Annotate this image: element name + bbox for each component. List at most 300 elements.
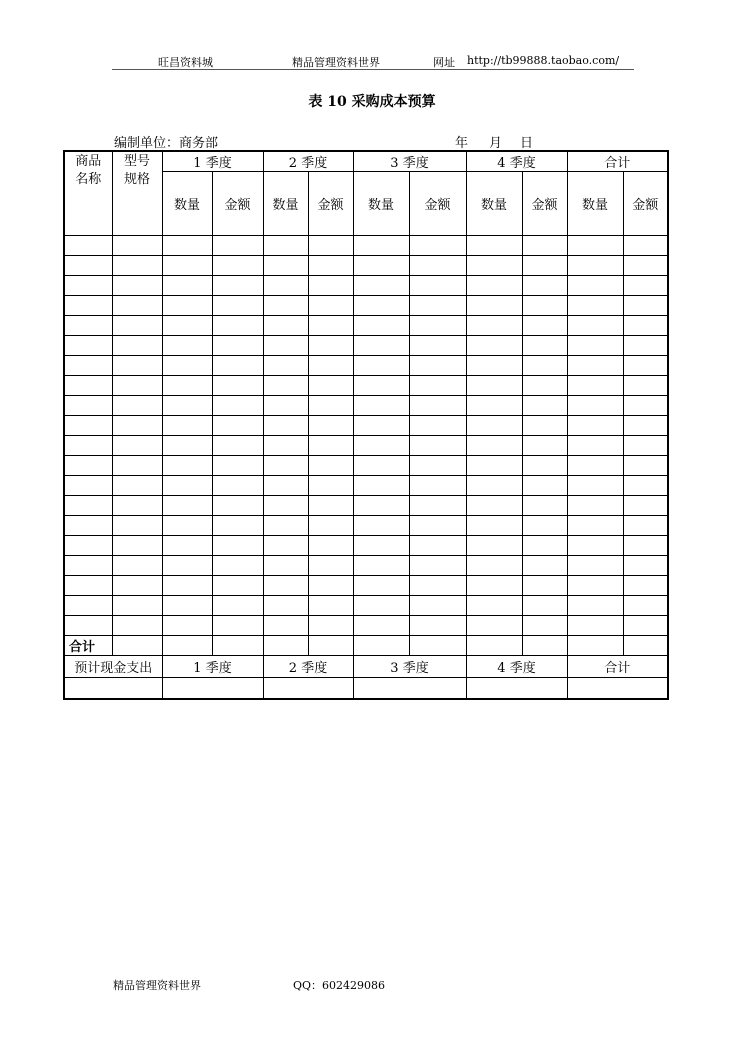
table-cell[interactable]	[522, 616, 567, 636]
table-cell[interactable]	[162, 336, 212, 356]
table-cell[interactable]	[623, 296, 668, 316]
table-cell[interactable]	[466, 576, 522, 596]
table-cell[interactable]	[409, 556, 466, 576]
cash-header-row	[64, 656, 668, 678]
table-cell[interactable]	[409, 336, 466, 356]
table-cell[interactable]	[212, 596, 263, 616]
cash-label: 预计现金支出	[64, 656, 162, 678]
table-cell[interactable]	[112, 336, 162, 356]
total-header: 合计	[567, 151, 668, 172]
table-cell[interactable]	[466, 276, 522, 296]
table-cell[interactable]	[112, 376, 162, 396]
table-cell[interactable]	[353, 636, 409, 656]
table-cell[interactable]	[466, 516, 522, 536]
table-cell[interactable]	[308, 496, 353, 516]
header-divider	[112, 69, 634, 70]
table-cell[interactable]	[112, 636, 162, 656]
qty-header: 数量	[567, 172, 623, 236]
table-row	[64, 356, 668, 376]
table-cell[interactable]	[466, 616, 522, 636]
table-cell[interactable]	[353, 316, 409, 336]
table-cell[interactable]	[112, 276, 162, 296]
table-cell[interactable]	[263, 416, 308, 436]
table-cell[interactable]	[212, 296, 263, 316]
table-cell[interactable]	[623, 456, 668, 476]
table-cell[interactable]	[308, 296, 353, 316]
table-cell[interactable]	[64, 256, 112, 276]
table-cell[interactable]	[567, 516, 623, 536]
table-cell[interactable]	[466, 316, 522, 336]
cash-total: 合计	[567, 656, 668, 678]
table-cell[interactable]	[64, 536, 112, 556]
table-row	[64, 596, 668, 616]
table-cell[interactable]	[64, 416, 112, 436]
table-cell[interactable]	[162, 496, 212, 516]
col-model-spec: 型号 规格	[112, 151, 162, 236]
qty-header: 数量	[353, 172, 409, 236]
table-cell[interactable]	[623, 496, 668, 516]
table-cell[interactable]	[409, 436, 466, 456]
table-cell[interactable]	[162, 516, 212, 536]
table-cell[interactable]	[623, 316, 668, 336]
table-cell[interactable]	[623, 256, 668, 276]
table-cell[interactable]	[567, 296, 623, 316]
table-cell[interactable]	[263, 556, 308, 576]
table-cell[interactable]	[623, 536, 668, 556]
table-cell[interactable]	[162, 316, 212, 336]
quarter-3-header: 3 季度	[353, 151, 466, 172]
table-cell[interactable]	[567, 276, 623, 296]
table-cell[interactable]	[623, 376, 668, 396]
table-row	[64, 516, 668, 536]
table-cell[interactable]	[353, 236, 409, 256]
table-cell[interactable]	[466, 476, 522, 496]
table-cell[interactable]	[263, 356, 308, 376]
table-cell[interactable]	[623, 416, 668, 436]
table-cell[interactable]	[308, 596, 353, 616]
table-cell[interactable]	[263, 336, 308, 356]
table-cell[interactable]	[162, 556, 212, 576]
table-cell[interactable]	[263, 316, 308, 336]
table-cell[interactable]	[353, 436, 409, 456]
table-cell[interactable]	[162, 356, 212, 376]
table-cell[interactable]	[466, 396, 522, 416]
table-cell[interactable]	[353, 336, 409, 356]
table-cell[interactable]	[162, 236, 212, 256]
table-cell[interactable]	[353, 678, 466, 699]
table-cell[interactable]	[308, 616, 353, 636]
table-cell[interactable]	[162, 256, 212, 276]
table-cell[interactable]	[308, 436, 353, 456]
header-url-label: 网址	[433, 56, 455, 69]
table-cell[interactable]	[466, 496, 522, 516]
table-cell[interactable]	[162, 576, 212, 596]
table-cell[interactable]	[567, 416, 623, 436]
table-cell[interactable]	[567, 678, 668, 699]
table-cell[interactable]	[567, 396, 623, 416]
table-cell[interactable]	[522, 576, 567, 596]
table-cell[interactable]	[112, 476, 162, 496]
table-cell[interactable]	[409, 516, 466, 536]
table-cell[interactable]	[263, 596, 308, 616]
table-cell[interactable]	[162, 416, 212, 436]
table-cell[interactable]	[466, 296, 522, 316]
table-cell[interactable]	[112, 576, 162, 596]
date-month: 月	[489, 136, 503, 151]
table-cell[interactable]	[112, 536, 162, 556]
table-cell[interactable]	[263, 576, 308, 596]
table-cell[interactable]	[263, 496, 308, 516]
table-row	[64, 336, 668, 356]
table-cell[interactable]	[112, 456, 162, 476]
table-cell[interactable]	[466, 256, 522, 276]
header-url[interactable]: http://tb99888.taobao.com/	[467, 54, 620, 67]
table-row	[64, 416, 668, 436]
table-cell[interactable]	[353, 256, 409, 276]
table-cell[interactable]	[64, 436, 112, 456]
table-cell[interactable]	[162, 636, 212, 656]
table-cell[interactable]	[623, 436, 668, 456]
table-cell[interactable]	[263, 236, 308, 256]
cash-quarter-3: 3 季度	[353, 656, 466, 678]
table-cell[interactable]	[623, 556, 668, 576]
table-cell[interactable]	[64, 678, 162, 699]
table-cell[interactable]	[353, 376, 409, 396]
table-row	[64, 276, 668, 296]
table-cell[interactable]	[409, 476, 466, 496]
table-cell[interactable]	[522, 416, 567, 436]
table-cell[interactable]	[308, 576, 353, 596]
table-cell[interactable]	[308, 456, 353, 476]
table-cell[interactable]	[263, 536, 308, 556]
table-cell[interactable]	[64, 476, 112, 496]
table-cell[interactable]	[409, 636, 466, 656]
table-cell[interactable]	[308, 336, 353, 356]
table-cell[interactable]	[522, 336, 567, 356]
table-cell[interactable]	[162, 436, 212, 456]
table-cell[interactable]	[308, 516, 353, 536]
table-cell[interactable]	[212, 516, 263, 536]
table-cell[interactable]	[522, 476, 567, 496]
table-cell[interactable]	[212, 316, 263, 336]
table-cell[interactable]	[162, 456, 212, 476]
table-cell[interactable]	[64, 396, 112, 416]
table-cell[interactable]	[212, 256, 263, 276]
table-row	[64, 316, 668, 336]
table-cell[interactable]	[522, 496, 567, 516]
table-cell[interactable]	[409, 616, 466, 636]
table-cell[interactable]	[409, 316, 466, 336]
table-cell[interactable]	[567, 356, 623, 376]
total-row-label: 合计	[64, 636, 112, 656]
table-cell[interactable]	[353, 276, 409, 296]
table-cell[interactable]	[522, 516, 567, 536]
table-cell[interactable]	[162, 678, 263, 699]
table-cell[interactable]	[212, 396, 263, 416]
table-cell[interactable]	[212, 556, 263, 576]
table-cell[interactable]	[466, 556, 522, 576]
cash-quarter-2: 2 季度	[263, 656, 353, 678]
table-cell[interactable]	[112, 436, 162, 456]
table-cell[interactable]	[623, 576, 668, 596]
table-cell[interactable]	[112, 496, 162, 516]
table-cell[interactable]	[522, 396, 567, 416]
table-cell[interactable]	[263, 396, 308, 416]
table-cell[interactable]	[112, 516, 162, 536]
table-cell[interactable]	[112, 596, 162, 616]
table-cell[interactable]	[162, 396, 212, 416]
table-cell[interactable]	[567, 536, 623, 556]
table-cell[interactable]	[567, 476, 623, 496]
table-cell[interactable]	[409, 416, 466, 436]
table-cell[interactable]	[64, 236, 112, 256]
table-cell[interactable]	[409, 276, 466, 296]
table-cell[interactable]	[623, 616, 668, 636]
table-cell[interactable]	[353, 356, 409, 376]
table-cell[interactable]	[353, 596, 409, 616]
table-cell[interactable]	[263, 636, 308, 656]
table-cell[interactable]	[112, 296, 162, 316]
table-cell[interactable]	[623, 236, 668, 256]
table-cell[interactable]	[308, 536, 353, 556]
table-cell[interactable]	[263, 456, 308, 476]
table-cell[interactable]	[64, 356, 112, 376]
quarter-header-row	[64, 151, 668, 172]
table-cell[interactable]	[353, 616, 409, 636]
table-cell[interactable]	[409, 496, 466, 516]
table-cell[interactable]	[162, 596, 212, 616]
table-cell[interactable]	[567, 616, 623, 636]
table-cell[interactable]	[567, 316, 623, 336]
table-cell[interactable]	[522, 256, 567, 276]
table-cell[interactable]	[567, 376, 623, 396]
table-cell[interactable]	[567, 336, 623, 356]
table-cell[interactable]	[353, 416, 409, 436]
table-cell[interactable]	[64, 376, 112, 396]
table-cell[interactable]	[112, 396, 162, 416]
table-cell[interactable]	[212, 276, 263, 296]
table-cell[interactable]	[64, 556, 112, 576]
table-cell[interactable]	[112, 616, 162, 636]
table-cell[interactable]	[466, 236, 522, 256]
table-cell[interactable]	[112, 316, 162, 336]
table-cell[interactable]	[212, 416, 263, 436]
table-cell[interactable]	[409, 576, 466, 596]
qty-header: 数量	[466, 172, 522, 236]
amount-header: 金额	[623, 172, 668, 236]
header-site-name: 精品管理资料世界	[292, 56, 380, 69]
table-cell[interactable]	[112, 256, 162, 276]
table-cell[interactable]	[308, 276, 353, 296]
table-cell[interactable]	[112, 356, 162, 376]
table-cell[interactable]	[466, 336, 522, 356]
table-cell[interactable]	[212, 636, 263, 656]
table-cell[interactable]	[263, 276, 308, 296]
table-cell[interactable]	[353, 556, 409, 576]
table-cell[interactable]	[567, 496, 623, 516]
table-cell[interactable]	[409, 356, 466, 376]
table-cell[interactable]	[353, 456, 409, 476]
table-cell[interactable]	[308, 556, 353, 576]
table-cell[interactable]	[212, 496, 263, 516]
date-day: 日	[520, 136, 534, 151]
table-cell[interactable]	[212, 436, 263, 456]
table-cell[interactable]	[212, 476, 263, 496]
footer-qq: QQ：602429086	[293, 979, 386, 992]
table-cell[interactable]	[64, 496, 112, 516]
table-cell[interactable]	[308, 636, 353, 656]
table-cell[interactable]	[263, 476, 308, 496]
table-cell[interactable]	[623, 476, 668, 496]
table-cell[interactable]	[263, 616, 308, 636]
table-cell[interactable]	[623, 396, 668, 416]
table-cell[interactable]	[162, 536, 212, 556]
table-cell[interactable]	[64, 456, 112, 476]
quarter-4-header: 4 季度	[466, 151, 567, 172]
table-row	[64, 576, 668, 596]
table-cell[interactable]	[162, 296, 212, 316]
table-cell[interactable]	[623, 596, 668, 616]
table-cell[interactable]	[466, 636, 522, 656]
table-cell[interactable]	[409, 456, 466, 476]
table-cell[interactable]	[162, 376, 212, 396]
table-cell[interactable]	[308, 396, 353, 416]
table-cell[interactable]	[466, 596, 522, 616]
table-cell[interactable]	[623, 336, 668, 356]
table-cell[interactable]	[64, 276, 112, 296]
table-cell[interactable]	[567, 236, 623, 256]
table-cell[interactable]	[353, 536, 409, 556]
table-row	[64, 376, 668, 396]
table-cell[interactable]	[112, 556, 162, 576]
table-cell[interactable]	[522, 356, 567, 376]
table-cell[interactable]	[353, 496, 409, 516]
table-cell[interactable]	[308, 476, 353, 496]
table-cell[interactable]	[308, 256, 353, 276]
table-cell[interactable]	[522, 636, 567, 656]
table-cell[interactable]	[162, 616, 212, 636]
table-cell[interactable]	[409, 256, 466, 276]
table-cell[interactable]	[212, 336, 263, 356]
amount-header: 金额	[409, 172, 466, 236]
table-cell[interactable]	[212, 376, 263, 396]
table-cell[interactable]	[466, 356, 522, 376]
table-cell[interactable]	[212, 616, 263, 636]
table-cell[interactable]	[567, 556, 623, 576]
header-shop: 旺昌资料城	[158, 56, 213, 69]
footer-site-name: 精品管理资料世界	[113, 979, 201, 992]
table-cell[interactable]	[308, 376, 353, 396]
table-cell[interactable]	[64, 296, 112, 316]
page-title: 表 10 采购成本预算	[308, 94, 436, 110]
qty-header: 数量	[263, 172, 308, 236]
table-cell[interactable]	[522, 596, 567, 616]
table-cell[interactable]	[466, 536, 522, 556]
table-cell[interactable]	[212, 356, 263, 376]
table-cell[interactable]	[522, 436, 567, 456]
table-cell[interactable]	[567, 456, 623, 476]
table-cell[interactable]	[162, 276, 212, 296]
table-cell[interactable]	[64, 316, 112, 336]
table-cell[interactable]	[353, 516, 409, 536]
budget-table	[63, 150, 669, 700]
table-cell[interactable]	[409, 396, 466, 416]
table-cell[interactable]	[308, 316, 353, 336]
table-cell[interactable]	[263, 678, 353, 699]
table-cell[interactable]	[522, 456, 567, 476]
table-cell[interactable]	[263, 256, 308, 276]
table-cell[interactable]	[263, 516, 308, 536]
table-cell[interactable]	[353, 296, 409, 316]
table-cell[interactable]	[623, 516, 668, 536]
table-cell[interactable]	[522, 556, 567, 576]
table-cell[interactable]	[466, 678, 567, 699]
table-cell[interactable]	[466, 376, 522, 396]
table-cell[interactable]	[522, 376, 567, 396]
table-cell[interactable]	[567, 256, 623, 276]
table-cell[interactable]	[64, 576, 112, 596]
table-cell[interactable]	[64, 516, 112, 536]
table-cell[interactable]	[64, 336, 112, 356]
table-row	[64, 256, 668, 276]
table-cell[interactable]	[466, 416, 522, 436]
table-cell[interactable]	[212, 236, 263, 256]
table-row	[64, 476, 668, 496]
table-cell[interactable]	[212, 536, 263, 556]
table-cell[interactable]	[567, 596, 623, 616]
table-cell[interactable]	[567, 436, 623, 456]
quarter-2-header: 2 季度	[263, 151, 353, 172]
table-cell[interactable]	[567, 636, 623, 656]
table-cell[interactable]	[353, 576, 409, 596]
table-cell[interactable]	[522, 316, 567, 336]
table-cell[interactable]	[162, 476, 212, 496]
table-cell[interactable]	[212, 576, 263, 596]
table-cell[interactable]	[64, 616, 112, 636]
table-cell[interactable]	[212, 456, 263, 476]
table-cell[interactable]	[466, 456, 522, 476]
cash-quarter-1: 1 季度	[162, 656, 263, 678]
table-cell[interactable]	[308, 356, 353, 376]
table-cell[interactable]	[112, 236, 162, 256]
table-cell[interactable]	[623, 276, 668, 296]
table-cell[interactable]	[64, 596, 112, 616]
table-cell[interactable]	[466, 436, 522, 456]
table-cell[interactable]	[263, 376, 308, 396]
table-cell[interactable]	[522, 296, 567, 316]
table-cell[interactable]	[353, 396, 409, 416]
table-cell[interactable]	[112, 416, 162, 436]
table-cell[interactable]	[409, 236, 466, 256]
table-cell[interactable]	[522, 276, 567, 296]
table-cell[interactable]	[409, 536, 466, 556]
unit-label: 编制单位：商务部	[114, 136, 219, 151]
table-cell[interactable]	[263, 436, 308, 456]
table-cell[interactable]	[409, 596, 466, 616]
table-cell[interactable]	[263, 296, 308, 316]
table-cell[interactable]	[623, 356, 668, 376]
table-row	[64, 456, 668, 476]
table-cell[interactable]	[308, 236, 353, 256]
table-cell[interactable]	[409, 296, 466, 316]
table-cell[interactable]	[522, 236, 567, 256]
table-cell[interactable]	[353, 476, 409, 496]
table-cell[interactable]	[308, 416, 353, 436]
table-cell[interactable]	[409, 376, 466, 396]
table-cell[interactable]	[623, 636, 668, 656]
table-cell[interactable]	[522, 536, 567, 556]
table-cell[interactable]	[567, 576, 623, 596]
